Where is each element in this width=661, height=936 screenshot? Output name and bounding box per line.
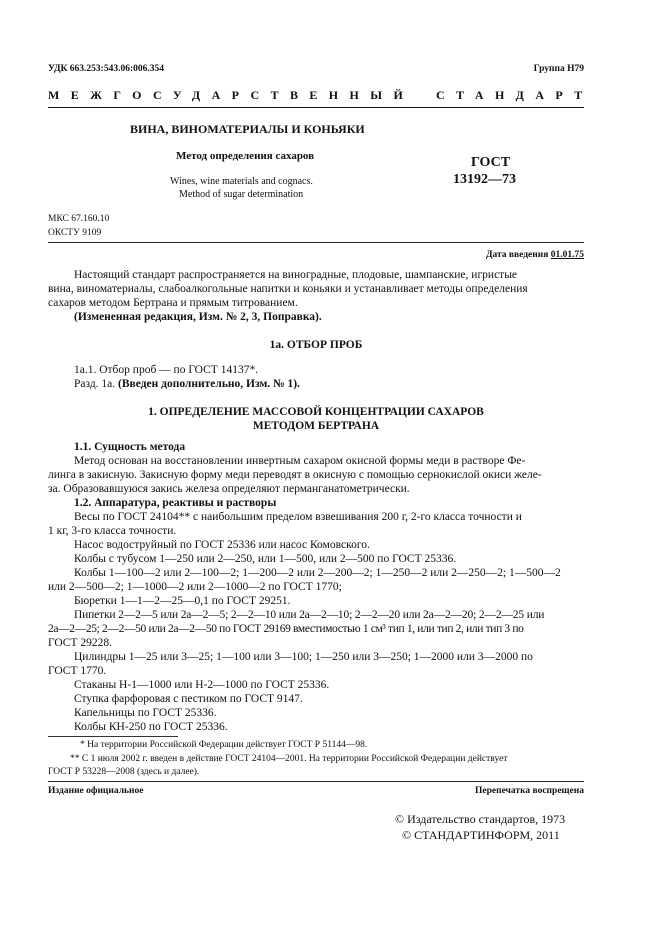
english-title-line2: Method of sugar determination (179, 189, 304, 200)
equipment-line: Колбы КН-250 по ГОСТ 25336. (74, 721, 228, 733)
equipment-line: 1 кг, 3-го класса точности. (48, 525, 177, 537)
document-title: ВИНА, ВИНОМАТЕРИАЛЫ И КОНЬЯКИ (130, 122, 365, 136)
equipment-line: Капельницы по ГОСТ 25336. (74, 707, 217, 719)
copyright-line: © Издательство стандартов, 1973 (395, 812, 566, 826)
subsection-heading: 1.2. Аппаратура, реактивы и растворы (74, 497, 277, 509)
intro-line: Настоящий стандарт распространяется на виноградные, плодовые, шампанские, игристые (74, 269, 518, 281)
footnote: ГОСТ Р 53228—2008 (здесь и далее). (48, 767, 200, 777)
amendment-note: (Измененная редакция, Изм. № 2, 3, Поправка). (74, 311, 322, 323)
reprint-prohibited: Перепечатка воспрещена (474, 786, 584, 796)
equipment-line: или 2—500—2; 1—1000—2 или 2—1000—2 по ГОСТ 1770; (48, 581, 342, 593)
banner-interstate: МЕЖГОСУДАРСТВЕННЫЙ (48, 88, 415, 102)
english-title-line1: Wines, wine materials and cognacs. (170, 176, 313, 187)
equipment-line: ГОСТ 1770. (48, 665, 107, 677)
footnote: * На территории Российской Федерации действует ГОСТ Р 51144—98. (80, 740, 368, 750)
introduction-date-value: 01.01.75 (550, 250, 584, 260)
equipment-line: Цилиндры 1—25 или 3—25; 1—100 или 3—100; 1—250 или 3—250; 1—2000 или 3—2000 по (74, 651, 533, 663)
subsection-heading: 1.1. Сущность метода (74, 441, 186, 453)
footnote-rule (48, 736, 178, 737)
equipment-line: Пипетки 2—2—5 или 2а—2—5; 2—2—10 или 2а—2—10; 2—2—20 или 2а—2—20; 2—2—25 или (74, 609, 545, 621)
equipment-line: Стаканы Н-1—1000 или Н-2—1000 по ГОСТ 25336. (74, 679, 330, 691)
gost-label: ГОСТ (471, 155, 511, 170)
group-code: Группа Н79 (533, 64, 584, 74)
paragraph-line: Метод основан на восстановлении инвертным сахаром окисной формы меди в растворе Фе- (74, 455, 526, 467)
copyright-line: © СТАНДАРТИНФОРМ, 2011 (402, 828, 560, 842)
udk-code: УДК 663.253:543.06:006.354 (48, 64, 165, 74)
section-heading: 1а. ОТБОР ПРОБ (269, 339, 363, 351)
gost-number: 13192—73 (453, 172, 516, 187)
equipment-line: 2а—2—25; 2—2—50 или 2а—2—50 по ГОСТ 29169 вместимостью 1 см³ тип 1, или тип 2, или тип 3 по (48, 623, 524, 635)
introduction-date (486, 250, 584, 260)
equipment-line: ГОСТ 29228. (48, 637, 113, 649)
section-note-prefix: Разд. 1а. (74, 378, 119, 390)
section-heading: МЕТОДОМ БЕРТРАНА (252, 420, 380, 432)
introduction-date-label: Дата введения (485, 250, 551, 260)
equipment-line: Насос водоструйный по ГОСТ 25336 или насос Комовского. (74, 539, 370, 551)
section-note-bold: (Введен дополнительно, Изм. № 1). (118, 378, 300, 390)
okstu-code: ОКСТУ 9109 (48, 228, 102, 238)
section-note (48, 377, 584, 391)
official-edition: Издание официальное (48, 786, 144, 796)
section-heading: 1. ОПРЕДЕЛЕНИЕ МАССОВОЙ КОНЦЕНТРАЦИИ САХАРОВ (148, 406, 484, 418)
document-subtitle: Метод определения сахаров (176, 150, 315, 162)
footer-rule (48, 781, 584, 782)
paragraph-line: линга в закисную. Закисную форму меди переводят в окисную с помощью сернокислой окиси желе- (48, 469, 542, 481)
mks-code: МКС 67.160.10 (48, 214, 110, 224)
clause: 1а.1. Отбор проб — по ГОСТ 14137*. (74, 364, 259, 376)
banner-standard: СТАНДАРТ (436, 88, 594, 102)
equipment-line: Колбы 1—100—2 или 2—100—2; 1—200—2 или 2—200—2; 1—250—2 или 2—250—2; 1—500—2 (74, 567, 561, 579)
equipment-line: Ступка фарфоровая с пестиком по ГОСТ 9147. (74, 693, 303, 705)
header-rule (48, 107, 584, 108)
intro-line: сахаров методом Бертрана и прямым титрованием. (48, 297, 298, 309)
paragraph-line: за. Образовавшуюся закись железа определяют перманганатометрически. (48, 483, 410, 495)
footnote: ** С 1 июля 2002 г. введен в действие ГОСТ 24104—2001. На территории Российской Федерации действует (70, 754, 508, 764)
intro-line: вина, виноматериалы, слабоалкогольные напитки и коньяки и устанавливает методы определения (48, 283, 528, 295)
equipment-line: Бюретки 1—1—2—25—0,1 по ГОСТ 29251. (74, 595, 291, 607)
equipment-line: Колбы с тубусом 1—250 или 2—250, или 1—500, или 2—500 по ГОСТ 25336. (74, 553, 457, 565)
title-rule (48, 242, 584, 243)
equipment-line: Весы по ГОСТ 24104** с наибольшим пределом взвешивания 200 г, 2-го класса точности и (74, 511, 522, 523)
